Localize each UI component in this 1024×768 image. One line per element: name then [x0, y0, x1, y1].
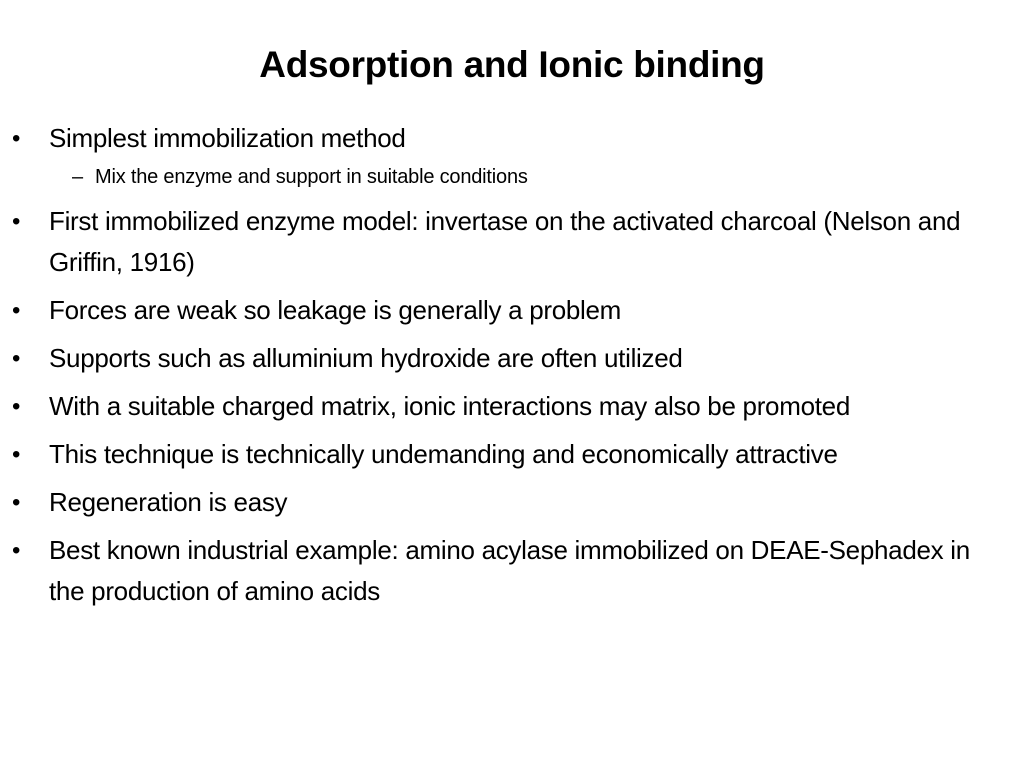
bullet-text: Forces are weak so leakage is generally a problem — [49, 295, 622, 325]
bullet-item — [0, 530, 1024, 612]
bullet-marker: • — [12, 537, 21, 564]
bullet-text: Regeneration is easy — [49, 487, 288, 517]
bullet-marker: • — [12, 345, 21, 372]
bullet-item — [0, 201, 1024, 283]
sub-bullet-text: Mix the enzyme and support in suitable conditions — [95, 166, 528, 188]
bullet-item — [0, 338, 1024, 379]
bullet-marker: • — [12, 208, 21, 235]
bullet-marker: • — [12, 489, 21, 516]
bullet-text: Best known industrial example: amino acylase immobilized on DEAE-Sephadex in the production of amino acids — [49, 535, 970, 606]
slide-title: Adsorption and Ionic binding — [259, 44, 765, 85]
bullet-marker: • — [12, 393, 21, 420]
bullet-marker: • — [12, 297, 21, 324]
bullet-item — [0, 386, 1024, 427]
bullet-item — [0, 434, 1024, 475]
bullet-text: Simplest immobilization method — [49, 123, 406, 153]
sub-bullet-item — [0, 163, 1024, 191]
bullet-text: First immobilized enzyme model: invertase on the activated charcoal (Nelson and Griffin, 1916) — [49, 206, 961, 277]
bullet-text: Supports such as alluminium hydroxide are often utilized — [49, 343, 683, 373]
bullet-text: With a suitable charged matrix, ionic interactions may also be promoted — [49, 391, 850, 421]
bullet-item — [0, 290, 1024, 331]
bullet-item — [0, 118, 1024, 159]
bullet-marker: • — [12, 125, 21, 152]
bullet-text: This technique is technically undemanding and economically attractive — [49, 439, 838, 469]
bullet-marker: • — [12, 441, 21, 468]
bullet-item — [0, 482, 1024, 523]
bullet-list — [0, 118, 1024, 619]
sub-bullet-marker: – — [72, 166, 83, 188]
